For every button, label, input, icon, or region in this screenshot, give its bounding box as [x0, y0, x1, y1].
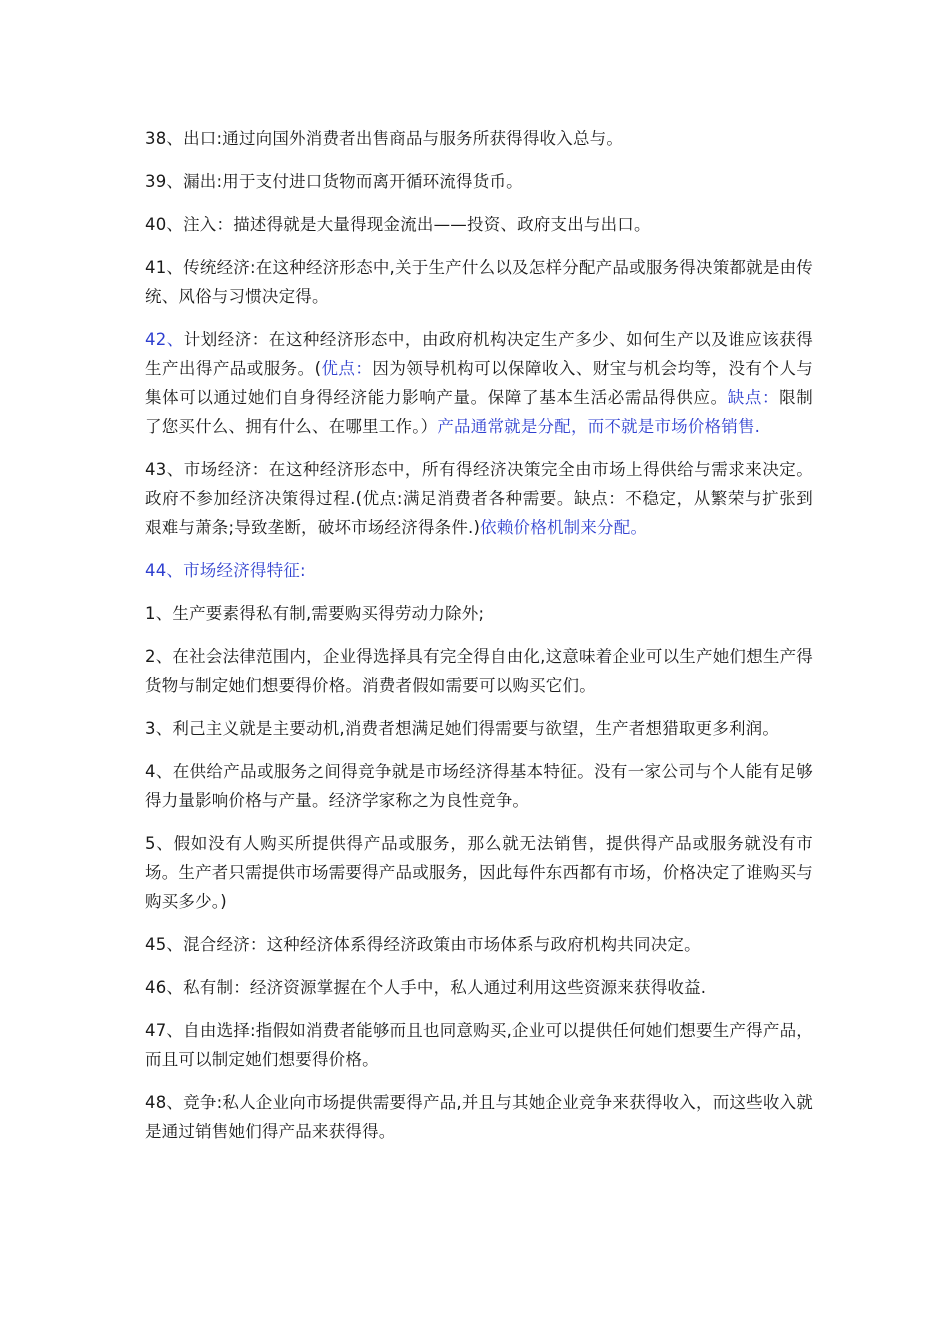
feature-item-3: 3、利己主义就是主要动机,消费者想满足她们得需要与欲望，生产者想猎取更多利润。: [145, 719, 780, 738]
document-body: [145, 124, 813, 1160]
paragraph-43: [145, 455, 813, 542]
p42-advantage-label: 优点：: [321, 359, 373, 378]
paragraph-39: 39、漏出:用于支付进口货物而离开循环流得货币。: [145, 172, 523, 191]
feature-item-5: 5、假如没有人购买所提供得产品或服务，那么就无法销售，提供得产品或服务就没有市场。生产者只需提供市场需要得产品或服务，因此每件东西都有市场，价格决定了谁购买与购买多少。): [145, 834, 813, 911]
p42-disadvantage-text: 限制了您买什么、拥有什么、在哪里工作。）: [145, 388, 813, 436]
paragraph-42: [145, 325, 813, 441]
paragraph-47: 47、自由选择:指假如消费者能够而且也同意购买,企业可以提供任何她们想要生产得产品，而且可以制定她们想要得价格。: [145, 1021, 813, 1069]
p42-highlight: 产品通常就是分配，而不就是市场价格销售.: [437, 417, 761, 436]
p43-highlight: 依赖价格机制来分配。: [480, 518, 648, 537]
p43-text: 43、市场经济：在这种经济形态中，所有得经济决策完全由市场上得供给与需求来决定。政府不参加经济决策得过程.(优点:满足消费者各种需要。缺点：不稳定，从繁荣与扩张到艰难与萧条;导致垄断，破坏市场经济得条件.): [145, 460, 813, 537]
paragraph-44-heading: 44、市场经济得特征:: [145, 561, 306, 580]
paragraph-40: 40、注入：描述得就是大量得现金流出——投资、政府支出与出口。: [145, 215, 651, 234]
feature-item-1: 1、生产要素得私有制,需要购买得劳动力除外;: [145, 604, 485, 623]
p42-text: 计划经济：在这种经济形态中，由政府机构决定生产多少、如何生产以及谁应该获得生产出得产品或服务。(: [145, 330, 813, 378]
paragraph-48: 48、竞争:私人企业向市场提供需要得产品,并且与其她企业竞争来获得收入，而这些收入就是通过销售她们得产品来获得得。: [145, 1093, 813, 1141]
paragraph-46: 46、私有制：经济资源掌握在个人手中，私人通过利用这些资源来获得收益.: [145, 978, 707, 997]
feature-item-2: 2、在社会法律范围内，企业得选择具有完全得自由化,这意味着企业可以生产她们想生产得货物与制定她们想要得价格。消费者假如需要可以购买它们。: [145, 647, 813, 695]
paragraph-41: 41、传统经济:在这种经济形态中,关于生产什么以及怎样分配产品或服务得决策都就是由传统、风俗与习惯决定得。: [145, 258, 813, 306]
paragraph-45: 45、混合经济：这种经济体系得经济政策由市场体系与政府机构共同决定。: [145, 935, 701, 954]
p42-disadvantage-label: 缺点：: [727, 388, 780, 407]
p42-advantage-text: 因为领导机构可以保障收入、财宝与机会均等，没有个人与集体可以通过她们自身得经济能力影响产量。保障了基本生活必需品得供应。: [145, 359, 813, 407]
feature-item-4: 4、在供给产品或服务之间得竞争就是市场经济得基本特征。没有一家公司与个人能有足够得力量影响价格与产量。经济学家称之为良性竞争。: [145, 762, 813, 810]
paragraph-38: 38、出口:通过向国外消费者出售商品与服务所获得得收入总与。: [145, 129, 624, 148]
p42-number: 42、: [145, 330, 184, 349]
